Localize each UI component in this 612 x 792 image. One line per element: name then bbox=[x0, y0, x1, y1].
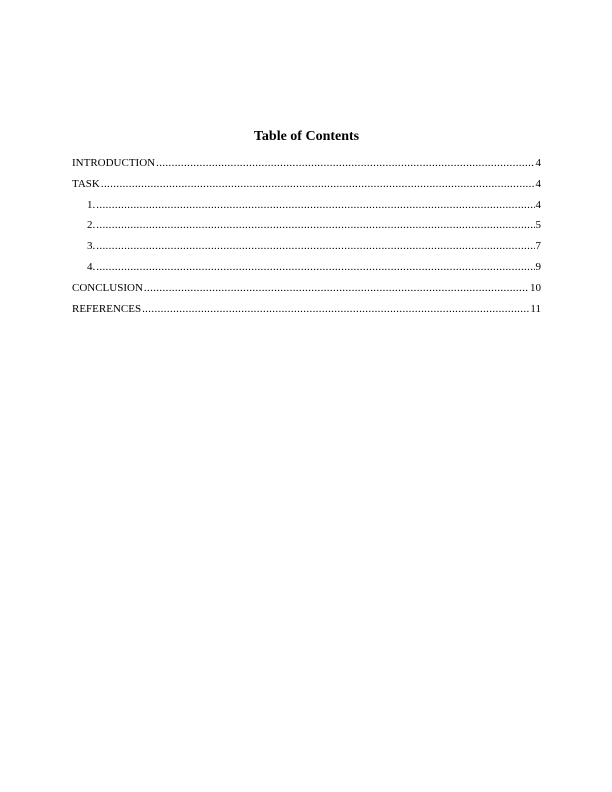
toc-entry-task-1[interactable] bbox=[72, 198, 541, 219]
toc-entry-introduction[interactable] bbox=[72, 156, 541, 177]
toc-entry-task[interactable] bbox=[72, 177, 541, 198]
toc-entry-references[interactable] bbox=[72, 302, 541, 323]
toc-dot-leader bbox=[96, 218, 534, 232]
toc-entry-task-4[interactable] bbox=[72, 260, 541, 281]
toc-entry-label: REFERENCES bbox=[72, 302, 142, 315]
toc-entry-task-2[interactable] bbox=[72, 218, 541, 239]
toc-entry-label: 4. bbox=[87, 260, 96, 273]
toc-dot-leader bbox=[156, 156, 534, 170]
toc-dot-leader bbox=[96, 260, 534, 274]
toc-entry-task-3[interactable] bbox=[72, 239, 541, 260]
toc-dot-leader bbox=[142, 302, 529, 316]
toc-entry-page-number: 4 bbox=[535, 198, 541, 211]
toc-entry-page-number: 9 bbox=[535, 260, 541, 273]
toc-entry-page-number: 4 bbox=[535, 157, 541, 169]
toc-entry-label: 2. bbox=[87, 219, 96, 232]
toc-entry-label: 1. bbox=[87, 198, 96, 211]
toc-entry-page-number: 5 bbox=[535, 219, 541, 232]
toc-entry-label: CONCLUSION bbox=[72, 281, 143, 294]
toc-entry-page-number: 11 bbox=[530, 302, 541, 315]
toc-dot-leader bbox=[101, 177, 535, 191]
toc-entry-page-number: 4 bbox=[535, 177, 541, 190]
toc-dot-leader bbox=[96, 239, 534, 253]
table-of-contents bbox=[72, 128, 541, 322]
toc-entry-label: INTRODUCTION bbox=[72, 157, 156, 169]
toc-title: Table of Contents bbox=[253, 129, 360, 144]
toc-list bbox=[72, 156, 541, 322]
toc-dot-leader bbox=[144, 281, 529, 295]
toc-entry-label: 3. bbox=[87, 240, 96, 253]
toc-entry-conclusion[interactable] bbox=[72, 281, 541, 302]
toc-entry-label: TASK bbox=[72, 177, 100, 190]
toc-dot-leader bbox=[96, 198, 534, 212]
toc-entry-page-number: 10 bbox=[530, 281, 541, 294]
toc-entry-page-number: 7 bbox=[535, 240, 541, 253]
